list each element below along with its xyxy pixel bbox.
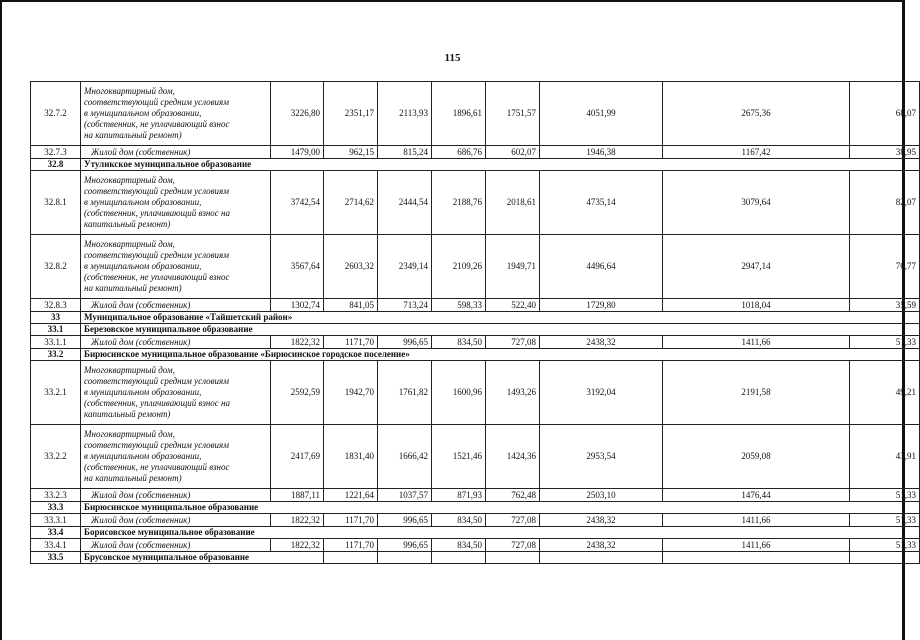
section-name: Бирюсинское муниципальное образование: [81, 502, 920, 514]
row-code: 32.8.3: [31, 299, 81, 312]
value-cell: 962,15: [324, 146, 378, 159]
value-cell: 1896,61: [432, 82, 486, 146]
empty-cell: [663, 552, 850, 564]
value-cell: 38,95: [850, 146, 920, 159]
value-cell: 3226,80: [271, 82, 324, 146]
row-description: [81, 82, 271, 146]
value-cell: 1831,40: [324, 425, 378, 489]
section-name: Брусовское муниципальное образование: [81, 552, 324, 564]
value-cell: 522,40: [486, 299, 540, 312]
value-cell: 82,07: [850, 171, 920, 235]
value-cell: 3079,64: [663, 171, 850, 235]
value-cell: 2675,36: [663, 82, 850, 146]
row-code: 33: [31, 312, 81, 324]
value-cell: 713,24: [378, 299, 432, 312]
row-code: 32.7.2: [31, 82, 81, 146]
value-cell: 2417,69: [271, 425, 324, 489]
description-line: соответствующий средним условиям: [84, 250, 229, 260]
section-row: [31, 502, 920, 514]
row-description: [81, 489, 271, 502]
value-cell: 871,93: [432, 489, 486, 502]
value-cell: 727,08: [486, 336, 540, 349]
value-cell: 1167,42: [663, 146, 850, 159]
value-cell: 2438,32: [540, 514, 663, 527]
description-line: Жилой дом (собственник): [91, 336, 191, 347]
description-line: в муниципальном образовании,: [84, 387, 202, 397]
description-line: (собственник, не уплачивающий взнос: [84, 272, 230, 282]
value-cell: 1946,38: [540, 146, 663, 159]
value-cell: 727,08: [486, 539, 540, 552]
value-cell: 834,50: [432, 539, 486, 552]
description-line: (собственник, не уплачивающий взнос: [84, 462, 230, 472]
table-row: [31, 539, 920, 552]
value-cell: 51,33: [850, 336, 920, 349]
description-line: в муниципальном образовании,: [84, 197, 202, 207]
value-cell: 2349,14: [378, 235, 432, 299]
section-row: [31, 527, 920, 539]
row-code: 32.8.1: [31, 171, 81, 235]
table-row: [31, 425, 920, 489]
value-cell: 1822,32: [271, 514, 324, 527]
row-code: 33.4.1: [31, 539, 81, 552]
value-cell: 2438,32: [540, 336, 663, 349]
value-cell: 2059,08: [663, 425, 850, 489]
value-cell: 2444,54: [378, 171, 432, 235]
value-cell: 1221,64: [324, 489, 378, 502]
value-cell: 1751,57: [486, 82, 540, 146]
row-description: [81, 171, 271, 235]
section-name: Муниципальное образование «Тайшетский район»: [81, 312, 920, 324]
value-cell: 1761,82: [378, 361, 432, 425]
value-cell: 49,21: [850, 361, 920, 425]
row-code: 33.4: [31, 527, 81, 539]
value-cell: 2592,59: [271, 361, 324, 425]
value-cell: 996,65: [378, 336, 432, 349]
description-line: соответствующий средним условиям: [84, 186, 229, 196]
row-code: 33.1.1: [31, 336, 81, 349]
value-cell: 602,07: [486, 146, 540, 159]
row-description: [81, 235, 271, 299]
value-cell: 2438,32: [540, 539, 663, 552]
table-row: [31, 235, 920, 299]
value-cell: 996,65: [378, 539, 432, 552]
value-cell: 762,48: [486, 489, 540, 502]
value-cell: 1887,11: [271, 489, 324, 502]
value-cell: 2953,54: [540, 425, 663, 489]
row-code: 32.8.2: [31, 235, 81, 299]
value-cell: 1822,32: [271, 539, 324, 552]
row-description: [81, 361, 271, 425]
value-cell: 2351,17: [324, 82, 378, 146]
value-cell: 815,24: [378, 146, 432, 159]
section-row: [31, 312, 920, 324]
empty-cell: [486, 552, 540, 564]
empty-cell: [432, 552, 486, 564]
value-cell: 2947,14: [663, 235, 850, 299]
value-cell: 68,07: [850, 82, 920, 146]
row-code: 33.2.2: [31, 425, 81, 489]
description-line: Жилой дом (собственник): [91, 299, 191, 310]
table-row: [31, 489, 920, 502]
section-name: Борисовское муниципальное образование: [81, 527, 920, 539]
value-cell: 1666,42: [378, 425, 432, 489]
value-cell: 996,65: [378, 514, 432, 527]
value-cell: 1822,32: [271, 336, 324, 349]
value-cell: 1171,70: [324, 514, 378, 527]
description-line: Жилой дом (собственник): [91, 489, 191, 500]
value-cell: 686,76: [432, 146, 486, 159]
row-description: [81, 514, 271, 527]
description-line: капитальный ремонт): [84, 409, 171, 419]
value-cell: 2188,76: [432, 171, 486, 235]
page-number: 115: [444, 52, 461, 64]
value-cell: 2018,61: [486, 171, 540, 235]
description-line: Многоквартирный дом,: [84, 175, 175, 185]
value-cell: 1302,74: [271, 299, 324, 312]
value-cell: 1171,70: [324, 336, 378, 349]
row-code: 33.1: [31, 324, 81, 336]
description-line: соответствующий средним условиям: [84, 97, 229, 107]
empty-cell: [378, 552, 432, 564]
description-line: в муниципальном образовании,: [84, 261, 202, 271]
value-cell: 1521,46: [432, 425, 486, 489]
description-line: Жилой дом (собственник): [91, 146, 191, 157]
value-cell: 1424,36: [486, 425, 540, 489]
scan-border-left: [0, 0, 2, 640]
row-code: 32.7.3: [31, 146, 81, 159]
value-cell: 1171,70: [324, 539, 378, 552]
row-description: [81, 299, 271, 312]
value-cell: 4735,14: [540, 171, 663, 235]
tariff-table: [30, 81, 920, 564]
row-description: [81, 539, 271, 552]
row-code: 33.2.1: [31, 361, 81, 425]
row-description: [81, 425, 271, 489]
description-line: в муниципальном образовании,: [84, 451, 202, 461]
value-cell: 2113,93: [378, 82, 432, 146]
value-cell: 1493,26: [486, 361, 540, 425]
value-cell: 51,33: [850, 539, 920, 552]
value-cell: 841,05: [324, 299, 378, 312]
description-line: Многоквартирный дом,: [84, 365, 175, 375]
row-description: [81, 146, 271, 159]
description-line: на капитальный ремонт): [84, 473, 182, 483]
description-line: соответствующий средним условиям: [84, 440, 229, 450]
value-cell: 834,50: [432, 336, 486, 349]
value-cell: 43,91: [850, 425, 920, 489]
row-code: 33.2.3: [31, 489, 81, 502]
description-line: на капитальный ремонт): [84, 130, 182, 140]
row-code: 33.2: [31, 349, 81, 361]
description-line: капитальный ремонт): [84, 219, 171, 229]
description-line: Жилой дом (собственник): [91, 514, 191, 525]
value-cell: 4496,64: [540, 235, 663, 299]
section-name: Бирюсинское муниципальное образование «Бирюсинское городское поселение»: [81, 349, 920, 361]
row-code: 32.8: [31, 159, 81, 171]
table-row: [31, 514, 920, 527]
value-cell: 727,08: [486, 514, 540, 527]
section-row: [31, 552, 920, 564]
value-cell: 35,59: [850, 299, 920, 312]
value-cell: 1018,04: [663, 299, 850, 312]
row-description: [81, 336, 271, 349]
table-row: [31, 146, 920, 159]
value-cell: 2503,10: [540, 489, 663, 502]
description-line: Многоквартирный дом,: [84, 429, 175, 439]
row-code: 33.5: [31, 552, 81, 564]
section-row: [31, 324, 920, 336]
table-row: [31, 361, 920, 425]
value-cell: 598,33: [432, 299, 486, 312]
value-cell: 2109,26: [432, 235, 486, 299]
value-cell: 4051,99: [540, 82, 663, 146]
empty-cell: [540, 552, 663, 564]
value-cell: 2603,32: [324, 235, 378, 299]
table-row: [31, 82, 920, 146]
value-cell: 76,77: [850, 235, 920, 299]
table-row: [31, 171, 920, 235]
value-cell: 1942,70: [324, 361, 378, 425]
value-cell: 1729,80: [540, 299, 663, 312]
value-cell: 1411,66: [663, 539, 850, 552]
section-row: [31, 159, 920, 171]
description-line: на капитальный ремонт): [84, 283, 182, 293]
row-code: 33.3: [31, 502, 81, 514]
value-cell: 1411,66: [663, 336, 850, 349]
section-name: Березовское муниципальное образование: [81, 324, 920, 336]
value-cell: 1949,71: [486, 235, 540, 299]
value-cell: 2714,62: [324, 171, 378, 235]
value-cell: 1600,96: [432, 361, 486, 425]
empty-cell: [850, 552, 920, 564]
value-cell: 834,50: [432, 514, 486, 527]
description-line: Многоквартирный дом,: [84, 239, 175, 249]
description-line: Жилой дом (собственник): [91, 539, 191, 550]
value-cell: 3192,04: [540, 361, 663, 425]
description-line: Многоквартирный дом,: [84, 86, 175, 96]
value-cell: 1411,66: [663, 514, 850, 527]
value-cell: 51,33: [850, 514, 920, 527]
value-cell: 1037,57: [378, 489, 432, 502]
description-line: (собственник, уплачивающий взнос на: [84, 398, 231, 408]
description-line: (собственник, уплачивающий взнос на: [84, 208, 231, 218]
table-row: [31, 299, 920, 312]
value-cell: 3567,64: [271, 235, 324, 299]
description-line: соответствующий средним условиям: [84, 376, 229, 386]
section-name: Утуликское муниципальное образование: [81, 159, 920, 171]
description-line: в муниципальном образовании,: [84, 108, 202, 118]
description-line: (собственник, не уплачивающий взнос: [84, 119, 230, 129]
value-cell: 1479,00: [271, 146, 324, 159]
value-cell: 2191,58: [663, 361, 850, 425]
value-cell: 51,33: [850, 489, 920, 502]
table-row: [31, 336, 920, 349]
value-cell: 3742,54: [271, 171, 324, 235]
empty-cell: [324, 552, 378, 564]
row-code: 33.3.1: [31, 514, 81, 527]
scan-border-top: [0, 0, 905, 2]
value-cell: 1476,44: [663, 489, 850, 502]
section-row: [31, 349, 920, 361]
